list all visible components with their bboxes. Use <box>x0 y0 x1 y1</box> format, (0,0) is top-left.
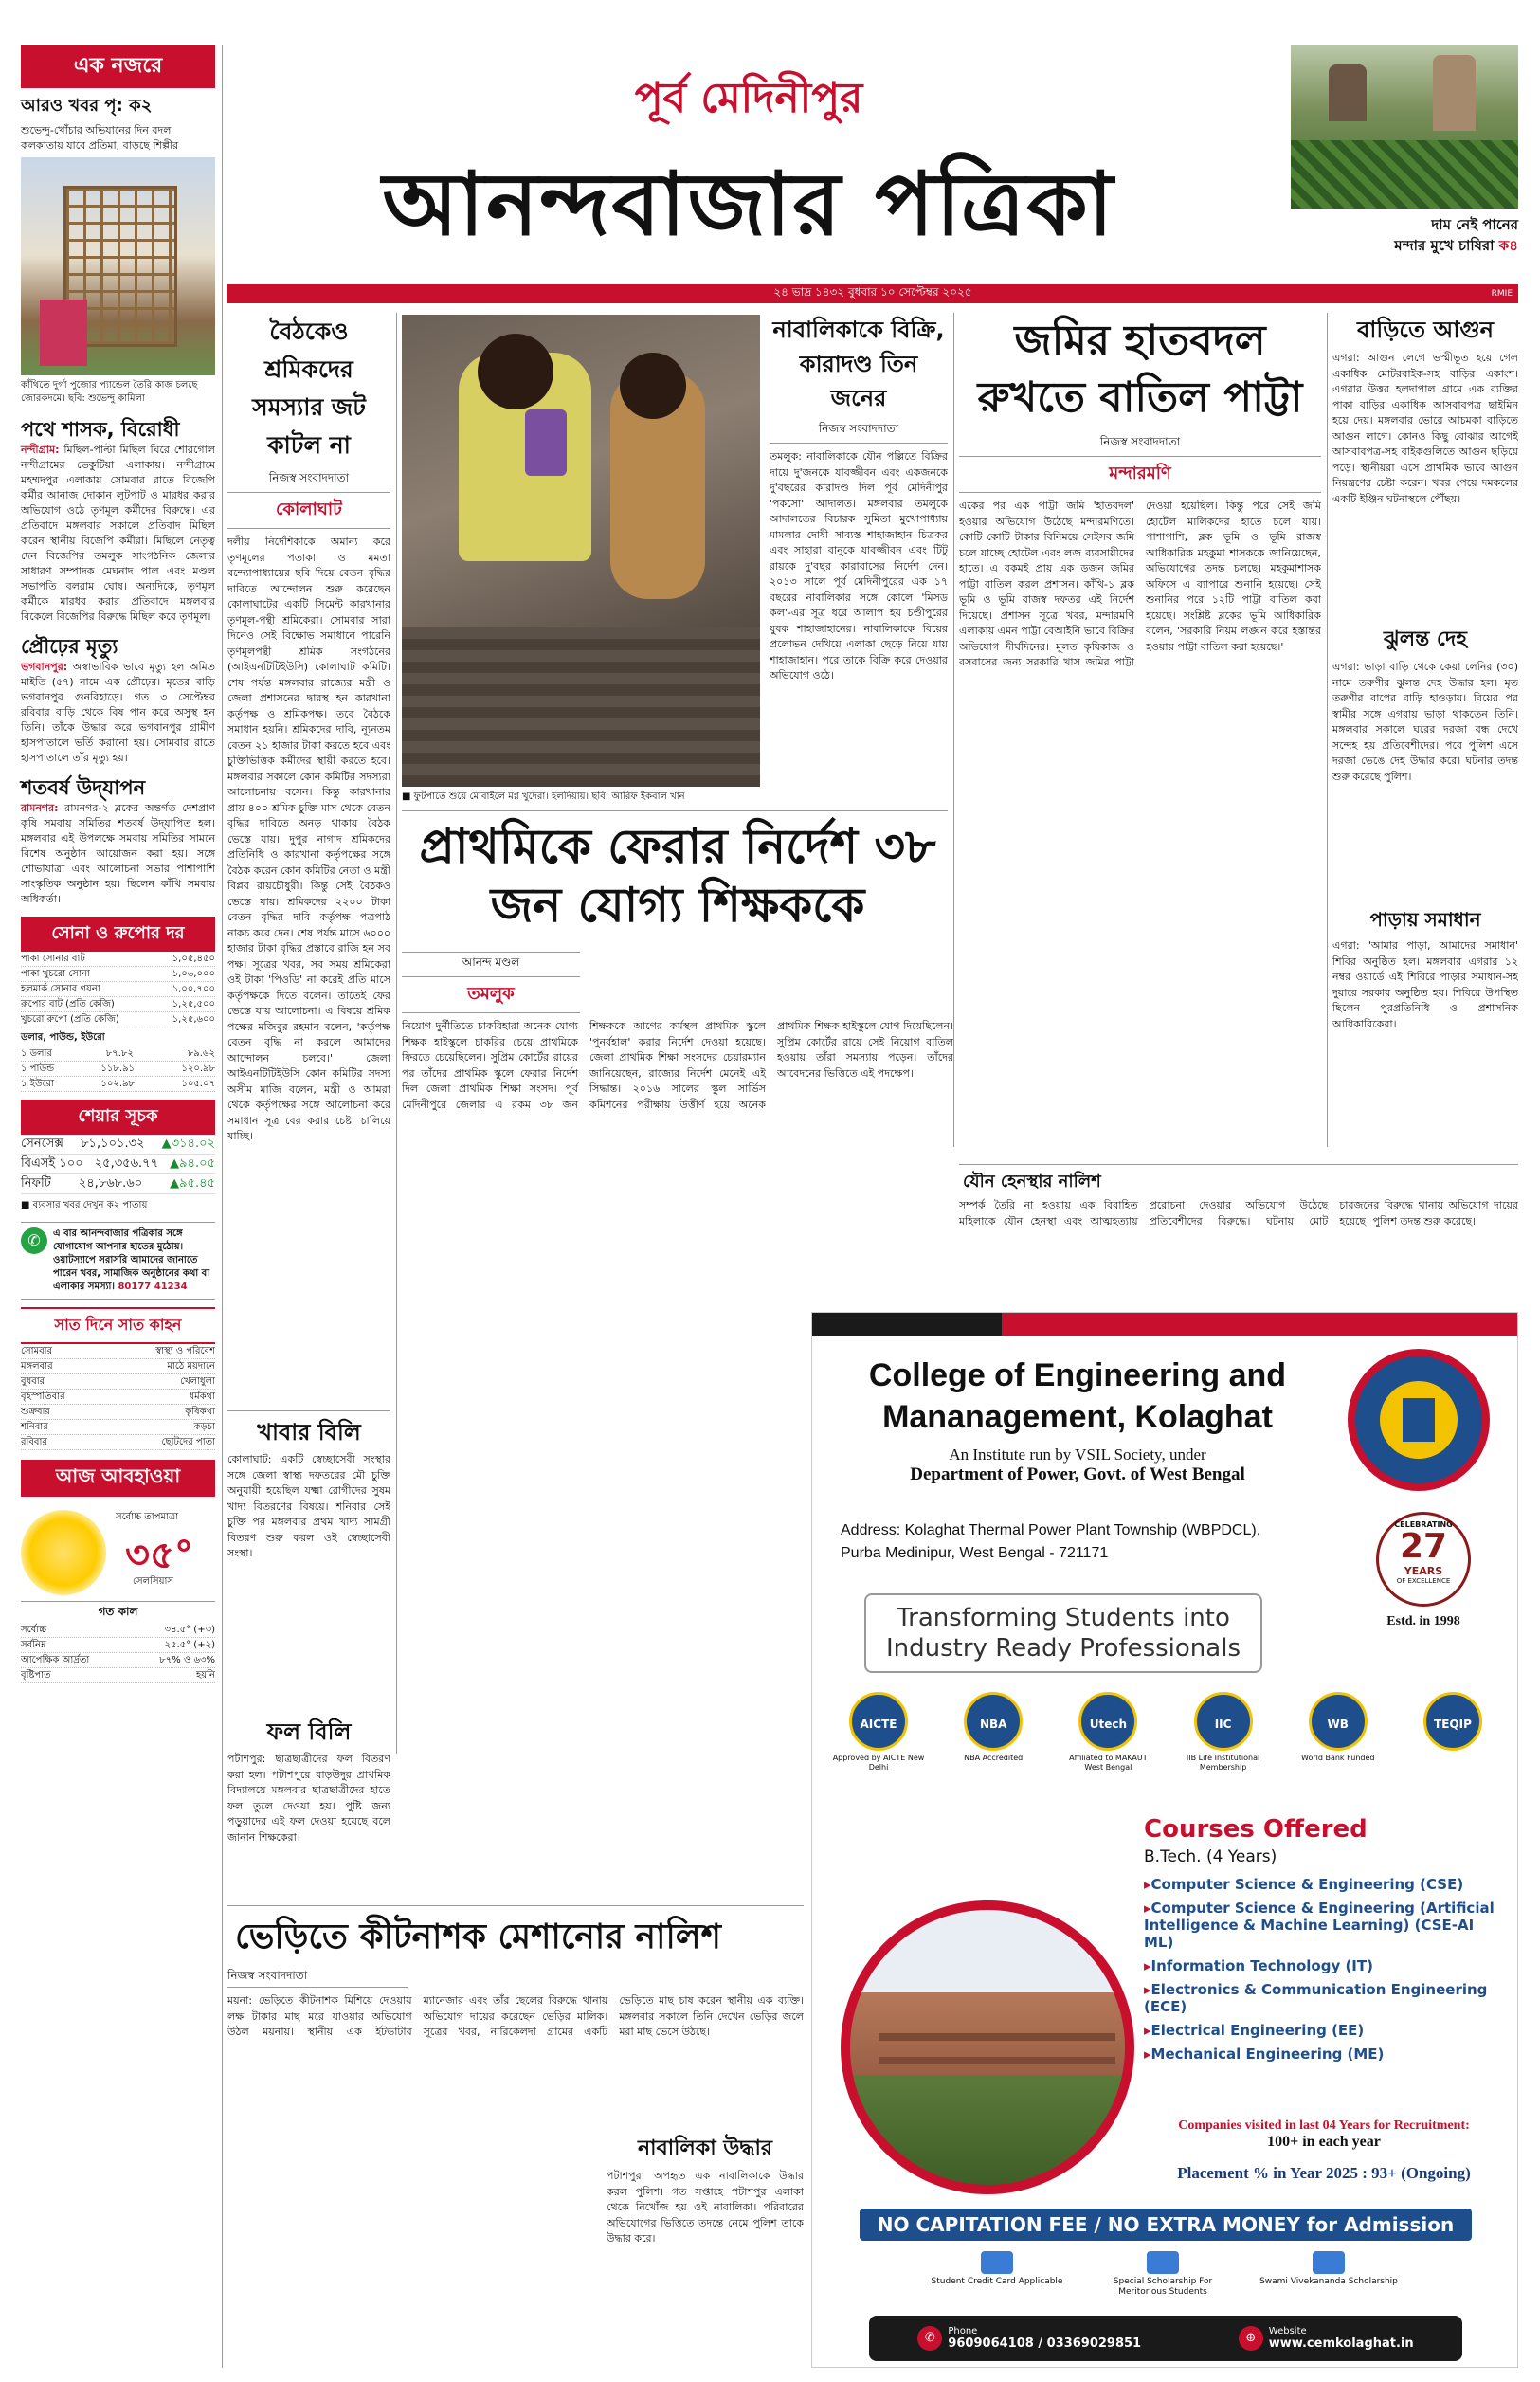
ad-bottom-items <box>926 2251 1400 2308</box>
row-divider <box>402 810 948 811</box>
gold-cell: ১,০৬,০০০ <box>172 969 215 979</box>
article-mandarmani-body: একের পর এক পাট্টা জমি 'হাতবদল' হওয়ার অভিযোগ উঠেছে মন্দারমণিতে। কোটি কোটি টাকার বিনিময়ে সেইসব জমি চলে যাচ্ছে হোটেল এবং লজ ব্যবসায়ীদের হাতে। এ রকমই প্রায় এক ডজন জমির পাট্টা বাতিল করল প্রশাসন। কাঁথি-১ ব্লক ভূমি ও ভূমি রাজস্ব দফতর এই নির্দেশ দিয়েছে। প্রশাসন সূত্রে খবর, মন্দারমণি এলাকায় এমন পাট্টা বেআইনি ভাবে বিক্রির অভিযোগ দীর্ঘদিনের। মূলত কৃষিকাজ ও বসবাসের জন্য সরকারি খাস জমির পাট্টা দেওয়া হয়েছিল। কিন্তু পরে সেই জমি হোটেল মালিকদের হাতে চলে যায়। পাশাপাশি, ব্লক ভূমি ও ভূমি রাজস্ব আধিকারিক মহকুমা শাসককে জানিয়েছেন, অভিযোগের তদন্ত চলছে। মহকুমাশাসক অফিসে এ ব্যাপারে শুনানি হয়েছে। সেই শুনানির পরে ১২টি পাট্টা বাতিল করা হয়েছে। সংশ্লিষ্ট ব্লকের ভূমি আধিকারিক বলেন, 'সরকারি নিয়ম লঙ্ঘন করে হস্তান্তর হওয়ায় পাট্টা বাতিল করা হয়েছে।' <box>959 500 1321 668</box>
fire-headline: বাড়িতে আগুন <box>1357 317 1494 343</box>
weather-title: আজ আবহাওয়া <box>21 1460 215 1497</box>
article-kolaghat-body: দলীয় নির্দেশিকাকে অমান্য করে তৃণমূলের পতাকা ও মমতা বন্দ্যোপাধ্যায়ের ছবি দিয়ে বেতন বৃদ্ধির দাবিতে আন্দোলন শুরু করেছেন কোলাঘাটের একটি সিমেন্ট কারখানার তৃণমূল-পন্থী শ্রমিকেরা। সোমবার সারা দিনেও সেই বিক্ষোভ সমাধানে পারেনি তৃণমূলপন্থী শ্রমিক সংগঠনের (আইএনটিটিইউসি) কোলাঘাট কমিটি। শেষ পর্যন্ত মঙ্গলবার রাজ্যের মন্ত্রী ও জেলা প্রশাসনের দ্বারস্থ হন কারখানা কর্তৃপক্ষ ও শ্রমিকপক্ষ। তবে বৈঠকে সমাধান হয়নি। শ্রমিকদের দাবি, ন্যূনতম বেতন ২১ হাজার টাকা করতে হবে এবং চুক্তিভিত্তিক কর্মীদের স্থায়ী করতে হবে। মঙ্গলবার সকালে কোন কমিটির সদস্যরা আলোচনায় বসেন। কিন্তু কারখানার প্রায় ৪০০ শ্রমিক চুক্তি মাস থেকে বেতন বৃদ্ধির দাবিতে অনড় থাকায় বৈঠক ভেস্তে যায়। দুপুর নাগাদ শ্রমিকদের প্রতিনিধি ও কারখানা কর্তৃপক্ষের সঙ্গে বৈঠক করেন কোন কমিটির নেতা ও মন্ত্রী বিপ্লব রায়চৌধুরী। কিন্তু সেই বৈঠকও ভেস্তে যায়। শ্রমিকদের ২২০০ টাকা বেতন বৃদ্ধির দাবি কর্তৃপক্ষ পত্রপাঠ নাকচ করে দেন। শেষ পর্যন্ত মাসে ৬০০০ হাজার টাকা বৃদ্ধির প্রস্তাবে রাজি হন সব পক্ষ। সূত্রের খবর, সব সময় শ্রমিকেরা ওই টাকা 'পিওডি' না করেই প্রতি মাসে কর্তৃপক্ষকে দিতে বলেন। তাতেই ফের ভেস্তে যায় আলোচনা। এ বিষয়ে শ্রমিক পক্ষের মজিবুর রহমান বলেন, 'কর্তৃপক্ষ বেতন বৃদ্ধি না করলে আমাদের আন্দোলন চলবে।' জেলা আইএনটিটিইউসি কোন কমিটির সদস্য অসীম মাজি বলেন, মন্ত্রী ও আমরা থেকে কর্তৃপক্ষের সঙ্গে আলোচনা করে সমাধান সূত্র বের করার চেষ্টা চালিয়ে যাচ্ছি। <box>227 536 390 1142</box>
week-cell: মাঠে ময়দানে <box>167 1361 215 1372</box>
currency-cell: ১০৫.০৭ <box>181 1079 215 1089</box>
gold-cell: ১,২৫,৫০০ <box>172 999 215 1009</box>
week-row <box>21 1344 215 1359</box>
ad-feature <box>926 2251 1068 2308</box>
accreditation-logo <box>1060 1692 1155 1787</box>
week-cell: সোমবার <box>21 1346 53 1356</box>
yesterday-table <box>21 1623 215 1683</box>
currency-cell: ৮৯.৬২ <box>187 1048 215 1059</box>
business-note: ■ ব্যবসার খবর দেখুন ক২ পাতায় <box>21 1200 148 1210</box>
article-harassment-headline: যৌন হেনস্থার নালিশ <box>963 1172 1101 1191</box>
week-row <box>21 1435 215 1450</box>
estd: Estd. in 1998 <box>1386 1614 1460 1628</box>
ad-tagline: Transforming Students into Industry Ready Professionals <box>864 1593 1262 1673</box>
share-cell: বিএসই ১০০ <box>21 1156 83 1171</box>
story1-title: পথে শাসক, বিরোধী <box>21 418 180 441</box>
currency-cell: ১ ইউরো <box>21 1079 55 1089</box>
course-item: ▸ Electrical Engineering (EE) <box>1144 2022 1504 2039</box>
hanging-body: এগরা: ভাড়া বাড়ি থেকে কেয়া লেনির (৩০) নামে তরুণীর ঝুলন্ত দেহ উদ্ধার হল। মৃত তরুণীর বাপের বাড়ি হাওড়ায়। বিয়ের পর স্বামীর সঙ্গে এগরায় ভাড়া থাকতেন তিনি। মঙ্গলবার সকালে ঘরের দরজা বন্ধ দেখে সন্দেহ হয় প্রতিবেশীদের। পরে পুলিশ এসে দরজা ভেঙে দেহ উদ্ধার করে। ঘটনার তদন্ত শুরু করেছে পুলিশ। <box>1332 661 1518 783</box>
fruit-headline: ফল বিলি <box>266 1718 352 1745</box>
dateline-bar <box>227 284 1518 303</box>
week-cell: বুধবার <box>21 1376 45 1387</box>
article-kolaghat-headline: বৈঠকেও শ্রমিকদের সমস্যার জট কাটল না <box>252 318 366 459</box>
col-divider <box>1327 313 1328 1147</box>
accreditation-icon: NBA <box>964 1692 1023 1751</box>
article-mandarmani-place: মন্দারমণি <box>959 456 1321 493</box>
yesterday-title: গত কাল <box>21 1601 215 1623</box>
accreditation-icon: Utech <box>1078 1692 1137 1751</box>
fruit-body: পটাশপুর: ছাত্রছাত্রীদের ফল বিতরণ করা হল। পটাশপুরে বাড়উদুর প্রাথমিক বিদ্যালয়ে মঙ্গলবার ছাত্রছাত্রীদের হাতে ফল তুলে দেওয়া হয়। পুষ্টি জন্য পড়ুয়াদের এই ফল দেওয়া হয়েছে বলে জানান শিক্ষকেরা। <box>227 1753 390 1844</box>
share-cell: নিফটি <box>21 1176 51 1191</box>
gold-cell: ১,০০,৭০০ <box>172 984 215 994</box>
gold-row <box>21 952 215 967</box>
article-food <box>227 1416 390 1894</box>
yesterday-row <box>21 1638 215 1653</box>
week-cell: কড়চা <box>193 1422 215 1432</box>
ad-contact: ✆ Phone 9609064108 / 03369029851 ⊕ Website www.cemkolaghat.in <box>869 2316 1462 2361</box>
masthead-name: আনন্দবাজার পত্রিকা <box>382 153 1115 255</box>
main-photo-caption: ■ ফুটপাতে শুয়ে মোবাইলে মগ্ন খুদেরা। হলদিয়ায়। ছবি: আরিফ ইকবাল খান <box>402 791 685 802</box>
college-emblem-icon <box>1348 1349 1490 1491</box>
currency-cell: ১ পাউন্ড <box>21 1064 55 1074</box>
gold-row <box>21 1012 215 1027</box>
currency-cell: ১১৮.৯১ <box>100 1064 136 1074</box>
accreditation-icon: TEQIP <box>1423 1692 1482 1751</box>
share-row <box>21 1135 215 1155</box>
gold-cell: খুচরো রুপো (প্রতি কেজি) <box>21 1014 119 1025</box>
masthead <box>227 57 1270 284</box>
yesterday-cell: বৃষ্টিপাত <box>21 1670 51 1681</box>
food-headline: খাবার বিলি <box>257 1419 361 1446</box>
currency-cell: ৮৭.৮২ <box>105 1048 134 1059</box>
row-divider <box>227 1410 390 1411</box>
ad-logos <box>831 1692 1500 1787</box>
accreditation-icon: WB <box>1309 1692 1368 1751</box>
accreditation-logo <box>1291 1692 1386 1787</box>
gold-cell: পাকা সোনার বাট <box>21 954 85 964</box>
rescue-body: পটাশপুর: অপহৃত এক নাবালিকাকে উদ্ধার করল পুলিশ। গত সপ্তাহে পটাশপুর এলাকা থেকে নিখোঁজ হয় ওই নাবালিকা। পরিবারের অভিযোগের ভিত্তিতে তদন্তে নেমে পুলিশ তাকে উদ্ধার করে। <box>607 2170 804 2245</box>
weather-max-label: সর্বোচ্চ তাপমাত্রা <box>116 1512 179 1522</box>
currency-cell: ১২০.৯৮ <box>181 1064 215 1074</box>
hanging-headline: ঝুলন্ত দেহ <box>1384 627 1467 651</box>
courses-sub: B.Tech. (4 Years) <box>1144 1847 1277 1866</box>
story3-title: শতবর্ষ উদ্‌যাপন <box>21 776 146 799</box>
accreditation-logo <box>946 1692 1041 1787</box>
yesterday-cell: ৩৪.৫° (+৩) <box>164 1625 215 1635</box>
week-cell: বৃহস্পতিবার <box>21 1391 65 1402</box>
feature-label: Swami Vivekananda Scholarship <box>1259 2277 1398 2286</box>
week-row <box>21 1390 215 1405</box>
article-teachers-body: নিয়োগ দুর্নীতিতে চাকরিহারা অনেক যোগ্য শিক্ষক হাইস্কুলে চাকরির চেয়ে প্রাথমিকে ফিরতে চেয়েছিলেন। সুপ্রিম কোর্টের রায়ের পর তাঁদের প্রাথমিক স্কুলে ফেরার নির্দেশ দিল জেলা প্রাথমিক শিক্ষা সংসদ। পূর্ব মেদিনীপুরে জেলার এ রকম ৩৮ জন শিক্ষককে আগের কর্মস্থল প্রাথমিক স্কুলে 'পুনর্বহাল' করার নির্দেশ দেওয়া হয়েছে। জেলা প্রাথমিক শিক্ষা সংসদের চেয়ারম্যান জানিয়েছেন, রাজ্যের নির্দেশ মেনেই এই সিদ্ধান্ত। ২০১৬ সালের স্কুল সার্ভিস কমিশনের পরীক্ষায় উত্তীর্ণ হয়ে অনেক প্রাথমিক শিক্ষক হাইস্কুলে যোগ দিয়েছিলেন। সুপ্রিম কোর্টের রায়ে সেই নিয়োগ বাতিল হওয়ায় তাঁরা সমস্যায় পড়েন। তাঁদের আবেদনের ভিত্তিতে এই পদক্ষেপ। <box>402 1020 953 1111</box>
feature-icon <box>981 2251 1013 2274</box>
college-ad[interactable] <box>811 1312 1518 2368</box>
yesterday-cell: আপেক্ষিক আর্দ্রতা <box>21 1655 90 1665</box>
rail-item: শুভেন্দু-খোঁচার অভিযানের দিন বদল <box>21 124 172 136</box>
article-rescue <box>607 2133 804 2349</box>
accreditation-label: World Bank Funded <box>1301 1754 1375 1762</box>
share-table <box>21 1135 215 1194</box>
col-divider <box>396 313 397 1754</box>
feature-icon <box>1147 2251 1179 2274</box>
row-divider <box>959 1164 1518 1165</box>
whatsapp-number: 80177 41234 <box>118 1282 188 1292</box>
yesterday-row <box>21 1623 215 1638</box>
feature-label: Student Credit Card Applicable <box>931 2277 1063 2286</box>
whatsapp-box: ✆ এ বার আনন্দবাজার পত্রিকার সঙ্গে যোগাযোগ আপনার হাতের মুঠোয়। ওয়াটস্যাপে সরাসরি আমাদের জানাতে পারেন খবর, সামাজিক অনুষ্ঠানের কথা বা এলাকার সমস্যা। 80177 41234 <box>21 1222 215 1300</box>
masthead-region: পূর্ব মেদিনীপুর <box>634 74 863 122</box>
article-bheri-body: ময়না: ভেড়িতে কীটনাশক মিশিয়ে দেওয়ায় লক্ষ টাকার মাছ মরে যাওয়ার অভিযোগ উঠল ময়নায়। স্থানীয় এক ইটভাটার ম্যানেজার এবং তাঁর ছেলের বিরুদ্ধে থানায় অভিযোগ দায়ের করেছেন ভেড়ির মালিক। সূত্রের খবর, নারিকেলদা গ্রামের একটি ভেড়িতে মাছ চাষ করেন স্থানীয় এক ব্যক্তি। মঙ্গলবার সকালে তিনি দেখেন ভেড়ির জলে মরা মাছ ভেসে উঠছে। <box>227 1994 804 2038</box>
accreditation-label: NBA Accredited <box>964 1754 1024 1762</box>
story3-body: রামনগর: রামনগর-২ ব্লকের অন্তর্গত দেশপ্রাণ কৃষি সমবায় সমিতির শতবর্ষ উদ্‌যাপিত হল। মঙ্গলবার এই উপলক্ষে সমবায় সমিতির সামনে বিশেষ অনুষ্ঠান আয়োজন করা হয়। সঙ্গে শোভাযাত্রা এবং আলোচনা সভার পাশাপাশি সাংস্কৃতিক অনুষ্ঠান হয়। ছিলেন কাঁথি সমবায় অধিকর্তা। <box>21 802 216 905</box>
share-cell: ▲৯৫.৪৫ <box>170 1176 215 1191</box>
rail-photo-caption: কাঁথিতে দুর্গা পুজোর প্যান্ডেল তৈরি কাজ চলছে জোরকদমে। ছবি: শুভেন্দু কামিলা <box>21 380 198 404</box>
week-cell: স্বাস্থ্য ও পরিবেশ <box>155 1346 215 1356</box>
accreditation-icon: IIC <box>1194 1692 1253 1751</box>
week-row <box>21 1359 215 1374</box>
ek-nojore-header: এক নজরে <box>21 45 215 88</box>
anniversary-badge: CELEBRATING 27 YEARS OF EXCELLENCE <box>1376 1512 1471 1607</box>
feature-icon <box>1313 2251 1345 2274</box>
gold-cell: হলমার্ক সোনার গয়না <box>21 984 100 994</box>
week-cell: মঙ্গলবার <box>21 1361 53 1372</box>
gold-row <box>21 997 215 1012</box>
main-photo <box>402 315 760 787</box>
story1-body: নন্দীগ্রাম: মিছিল-পাল্টা মিছিল ঘিরে শোরগোল নন্দীগ্রামের ভেকুটিয়া এলাকায়। নন্দীগ্রামে মহম্মদপুর এলাকায় সোমবার রাতে বিজেপি কর্মীর আনাজ দোকান লুটপাট ও মারধর করার অভিযোগ ওঠে তৃণমূল কর্মীদের বিরুদ্ধে। এর প্রতিবাদে মঙ্গলবার সকালে প্রতিবাদ মিছিল করেন স্থানীয় বিজেপি কর্মীরা। মিছিলে নেতৃত্ব দেন বিজেপির তমলুক সাংগঠনিক জেলার সাধারণ সম্পাদক মেঘনাদ পাল এবং মণ্ডল সভাপতি বলরাম ঘোষ। অন্যদিকে, তৃণমূল কর্মীকে মারধর করার প্রতিবাদে মঙ্গলবার বিকেলে বিজেপির বিরুদ্ধে মিছিল করে তৃণমূল। <box>21 444 215 623</box>
article-harassment-body: সম্পর্ক তৈরি না হওয়ায় এক বিবাহিত মহিলাকে যৌন হেনস্থা এবং আত্মহত্যায় প্ররোচনা দেওয়ার অভিযোগ উঠেছে প্রতিবেশীদের বিরুদ্ধে। ঘটনায় মোট চারজনের বিরুদ্ধে থানায় অভিযোগ দায়ের হয়েছে। পুলিশ তদন্ত শুরু করেছে। <box>959 1199 1518 1227</box>
share-cell: ২৪,৮৬৮.৬০ <box>78 1176 143 1191</box>
gold-row <box>21 967 215 982</box>
gold-cell: রুপোর বাট (প্রতি কেজি) <box>21 999 115 1009</box>
ad-feature <box>1258 2251 1400 2308</box>
share-row <box>21 1174 215 1194</box>
courses-title: Courses Offered <box>1144 1815 1368 1844</box>
yesterday-row <box>21 1653 215 1668</box>
article-bheri-byline: নিজস্ব সংবাদদাতা <box>227 1968 408 1988</box>
topright-caption-line2: মন্দার মুখে চাষিরা ক৪ <box>1394 237 1518 254</box>
week-cell: রবিবার <box>21 1437 47 1447</box>
weather-temp: ৩৫° <box>125 1534 193 1577</box>
gold-cell: ১,২৫,৬০০ <box>172 1014 215 1025</box>
feature-label: Special Scholarship For Meritorious Students <box>1113 2277 1213 2297</box>
accreditation-label: IIB Life Institutional Membership <box>1186 1754 1260 1772</box>
dateline-date: ২৪ ভাদ্র ১৪৩২ বুধবার ১০ সেপ্টেম্বর ২০২৫ <box>773 285 972 299</box>
article-teachers-place: তমলুক <box>402 976 580 1013</box>
share-row <box>21 1155 215 1174</box>
course-item: ▸ Electronics & Communication Engineering (ECE) <box>1144 1981 1504 2015</box>
left-rail <box>21 45 215 2368</box>
yesterday-row <box>21 1668 215 1683</box>
article-mandarmani-headline: জমির হাতবদল রুখতে বাতিল পাট্টা <box>977 317 1303 422</box>
dateline-code: RMIE <box>1491 289 1513 299</box>
article-mandarmani-byline: নিজস্ব সংবাদদাতা <box>1099 435 1181 448</box>
course-item: ▸ Computer Science & Engineering (Artificial Intelligence & Machine Learning) (CSE-AI ML) <box>1144 1900 1504 1951</box>
globe-icon: ⊕ <box>1239 2326 1263 2351</box>
week-cell: ছোটদের পাতা <box>161 1437 215 1447</box>
course-item: ▸ Computer Science & Engineering (CSE) <box>1144 1876 1504 1893</box>
yesterday-cell: সর্বোচ্চ <box>21 1625 47 1635</box>
accreditation-label: Affiliated to MAKAUT West Bengal <box>1069 1754 1148 1772</box>
whatsapp-icon: ✆ <box>21 1227 47 1254</box>
companies: Companies visited in last 04 Years for Recruitment: 100+ in each year Placement % in Year 2025 : 93+ (Ongoing) <box>1177 2118 1471 2182</box>
article-mandarmani <box>959 313 1321 1058</box>
ad-subtitle: An Institute run by VSIL Society, under Department of Power, Govt. of West Bengal <box>910 1446 1245 1484</box>
para-headline: পাড়ায় সমাধান <box>1369 908 1481 931</box>
topright-caption <box>1291 214 1518 256</box>
gold-cell: ১,০৫,৪৫০ <box>172 954 215 964</box>
week-title: সাত দিনে সাত কাহন <box>21 1307 215 1344</box>
rescue-headline: নাবালিকা উদ্ধার <box>637 2137 772 2160</box>
article-nabalika-body: তমলুক: নাবালিকাকে যৌন পল্লিতে বিক্রির দায়ে দু'জনকে যাবজ্জীবন এবং একজনকে দু'বছরের কারাদণ্ড দিল পূর্ব মেদিনীপুর 'পকসো' আদালত। মঙ্গলবার তমলুকে আদালতের বিচারক সুমিতা মুখোপাধ্যায় মামলার দোষী সাব্যস্ত শাহাজাহান চিত্রকর এবং সাহারা বানুকে যাবজ্জীবন এবং টিটু রায়কে দু'বছর কারাবাসের নির্দেশ দেন। ২০১৩ সালে পূর্ব মেদিনীপুরের এক ১৭ বছরের নাবালিকার সঙ্গে কোলে 'মিসড কল'-এর সূত্র ধরে আলাপ হয় চণ্ডীপুরের যুবক শাহাজাহানের। নাবালিকাকে বিয়ের প্রলোভন দেখিয়ে এলাকা ছেড়ে নিয়ে যায় শাহাজাহান। পরে তাকে বিক্রি করে দেওয়ার অভিযোগ ওঠে। <box>770 450 948 682</box>
yesterday-cell: হয়নি <box>196 1670 215 1681</box>
gold-cell: পাকা খুচরো সোনা <box>21 969 90 979</box>
currency-table <box>21 1046 215 1092</box>
article-kolaghat-byline: নিজস্ব সংবাদদাতা <box>268 471 350 484</box>
story2-title: প্রৌঢ়ের মৃত্যু <box>21 635 118 658</box>
rail-photo <box>21 157 215 375</box>
rail-item: কলকাতায় যাবে প্রতিমা, বাড়ছে শিল্পীর <box>21 139 179 152</box>
course-item: ▸ Information Technology (IT) <box>1144 1957 1504 1974</box>
share-cell: ▲৩১৪.০২ <box>161 1136 215 1151</box>
week-cell: কৃষিকথা <box>185 1407 215 1417</box>
aro-khobor: আরও খবর পৃ: ক২ <box>21 96 153 116</box>
rail-divider <box>222 45 223 2368</box>
row-divider <box>227 1905 804 1906</box>
ad-banner: NO CAPITATION FEE / NO EXTRA MONEY for Admission <box>860 2209 1472 2241</box>
story2-body: ভগবানপুর: অস্বাভাবিক ভাবে মৃত্যু হল অমিত মাইতি (৫৭) নামে এক প্রৌঢ়ের। মৃতের বাড়ি ভগবানপুর গুনবিহাড়ে। গত ৩ সেপ্টেম্বর রবিবার বাড়ি থেকে বিষ পান করে অসুস্থ হন তিনি। তাঁকে উদ্ধার করে ভগবানপুর গ্রামীণ হাসপাতালে ভর্তি করানো হয়। সোমবার রাতে হাসপাতালে তাঁর মৃত্যু হয়। <box>21 661 215 764</box>
yesterday-cell: সর্বনিম্ন <box>21 1640 46 1650</box>
phone-number[interactable]: 9609064108 / 03369029851 <box>948 2337 1142 2351</box>
ad-title: College of Engineering and Mananagement, Kolaghat <box>868 1357 1287 1435</box>
phone-icon: ✆ <box>917 2326 942 2351</box>
currency-cell: ১০২.৯৮ <box>100 1079 136 1089</box>
accreditation-logo <box>831 1692 926 1787</box>
weather-unit: সেলসিয়াস <box>133 1576 173 1587</box>
share-cell: সেনসেক্স <box>21 1136 63 1151</box>
ad-address: Address: Kolaghat Thermal Power Plant Township (WBPDCL), Purba Medinipur, West Bengal - 721171 <box>841 1522 1261 1561</box>
yesterday-cell: ৮৭% ও ৬৩% <box>159 1655 215 1665</box>
article-harassment <box>959 1170 1518 1312</box>
website-link[interactable]: www.cemkolaghat.in <box>1268 2337 1414 2351</box>
accreditation-logo <box>1176 1692 1271 1787</box>
accreditation-icon: AICTE <box>849 1692 908 1751</box>
article-egra-briefs <box>1332 313 1518 1100</box>
col-divider <box>953 313 954 1147</box>
article-bheri-headline: ভেড়িতে কীটনাশক মেশানোর নালিশ <box>235 1918 721 1956</box>
sun-icon <box>21 1510 106 1595</box>
topright-caption-line1: দাম নেই পানের <box>1431 216 1518 233</box>
fire-body: এগরা: আগুন লেগে ভস্মীভূত হয়ে গেল একাধিক মোটরবাইক-সহ বাড়ির একাংশ। এগরার উত্তর হলদাপাল গ্রামে এক ব্যক্তির পাকা বাড়ির একাধিক আসবাবপত্র ছাইমিন হয়ে দেয়। মঙ্গলবার ভোরে আচমকা বাড়িতে আগুন লাগে। কোনও কিছু বোঝার আগেই আসবাবপত্র-সহ বাইকগুলিতে আগুন ছড়িয়ে পড়ে। স্থানীয়রা এসে প্রাথমিক ভাবে আগুন নিয়ন্ত্রণের চেষ্টা করেন। খবর পেয়ে দমকলের একটি ইঞ্জিন ঘটনাস্থলে পৌঁছয়। <box>1332 352 1518 505</box>
share-title: শেয়ার সূচক <box>21 1100 215 1135</box>
course-item: ▸ Mechanical Engineering (ME) <box>1144 2046 1504 2063</box>
week-row <box>21 1405 215 1420</box>
currency-note: ডলার, পাউন্ড, ইউরো <box>21 1032 105 1043</box>
article-nabalika-byline: নিজস্ব সংবাদদাতা <box>770 421 948 444</box>
gold-rate-title: সোনা ও রুপোর দর <box>21 917 215 952</box>
share-cell: ▲৯৪.০৫ <box>170 1156 215 1171</box>
topright-photo <box>1291 45 1518 209</box>
courses-box <box>1144 1815 1504 2069</box>
accreditation-label: Approved by AICTE New Delhi <box>832 1754 925 1772</box>
week-row <box>21 1374 215 1390</box>
currency-row <box>21 1062 215 1077</box>
article-nabalika-headline: নাবালিকাকে বিক্রি, কারাদণ্ড তিন জনের <box>772 317 945 411</box>
weather-box <box>21 1497 215 1601</box>
week-cell: ধর্মকথা <box>189 1391 215 1402</box>
currency-cell: ১ ডলার <box>21 1048 52 1059</box>
share-cell: ২৫,৩৫৬.৭৭ <box>94 1156 159 1171</box>
week-row <box>21 1420 215 1435</box>
campus-photo <box>841 1900 1134 2194</box>
currency-row <box>21 1046 215 1062</box>
article-kolaghat-place: কোলাঘাট <box>227 492 390 529</box>
week-cell: শনিবার <box>21 1422 48 1432</box>
week-cell: খেলাধুলা <box>180 1376 215 1387</box>
accreditation-logo <box>1405 1692 1500 1787</box>
week-cell: শুক্রবার <box>21 1407 50 1417</box>
currency-row <box>21 1077 215 1092</box>
yesterday-cell: ২৫.৫° (+২) <box>164 1640 215 1650</box>
gold-row <box>21 982 215 997</box>
article-teachers-headline: প্রাথমিকে ফেরার নির্দেশ ৩৮ জন যোগ্য শিক্ষককে <box>419 819 936 933</box>
article-teachers-byline: আনন্দ মণ্ডল <box>402 952 580 973</box>
ad-feature <box>1092 2251 1234 2308</box>
food-body: কোলাঘাট: একটি স্বেচ্ছাসেবী সংস্থার সঙ্গে জেলা স্বাস্থ্য দফতরের মৌ চুক্তি অনুযায়ী হয়েছিল যক্ষ্মা রোগীদের সুষম খাদ্য বিতরণের বিষয়ে। শনিবার সেই চুক্তি পর মঙ্গলবার প্রথম খাদ্য সামগ্রী বিতরণ শুরু করল ওই স্বেচ্ছাসেবী সংস্থা। <box>227 1453 390 1559</box>
gold-rate-table <box>21 952 215 1027</box>
share-cell: ৮১,১০১.৩২ <box>81 1136 145 1151</box>
week-table <box>21 1344 215 1450</box>
para-body: এগরা: 'আমার পাড়া, আমাদের সমাধান' শিবির অনুষ্ঠিত হল। মঙ্গলবার এগরার ১২ নম্বর ওয়ার্ডে এই শিবিরে পাড়ার সমাধান-সহ দুয়ারে সরকার অনুষ্ঠিত হয়। শিবিরে উপস্থিত ছিলেন পুরপ্রতিনিধি ও প্রশাসনিক আধিকারিকেরা। <box>1332 939 1518 1030</box>
